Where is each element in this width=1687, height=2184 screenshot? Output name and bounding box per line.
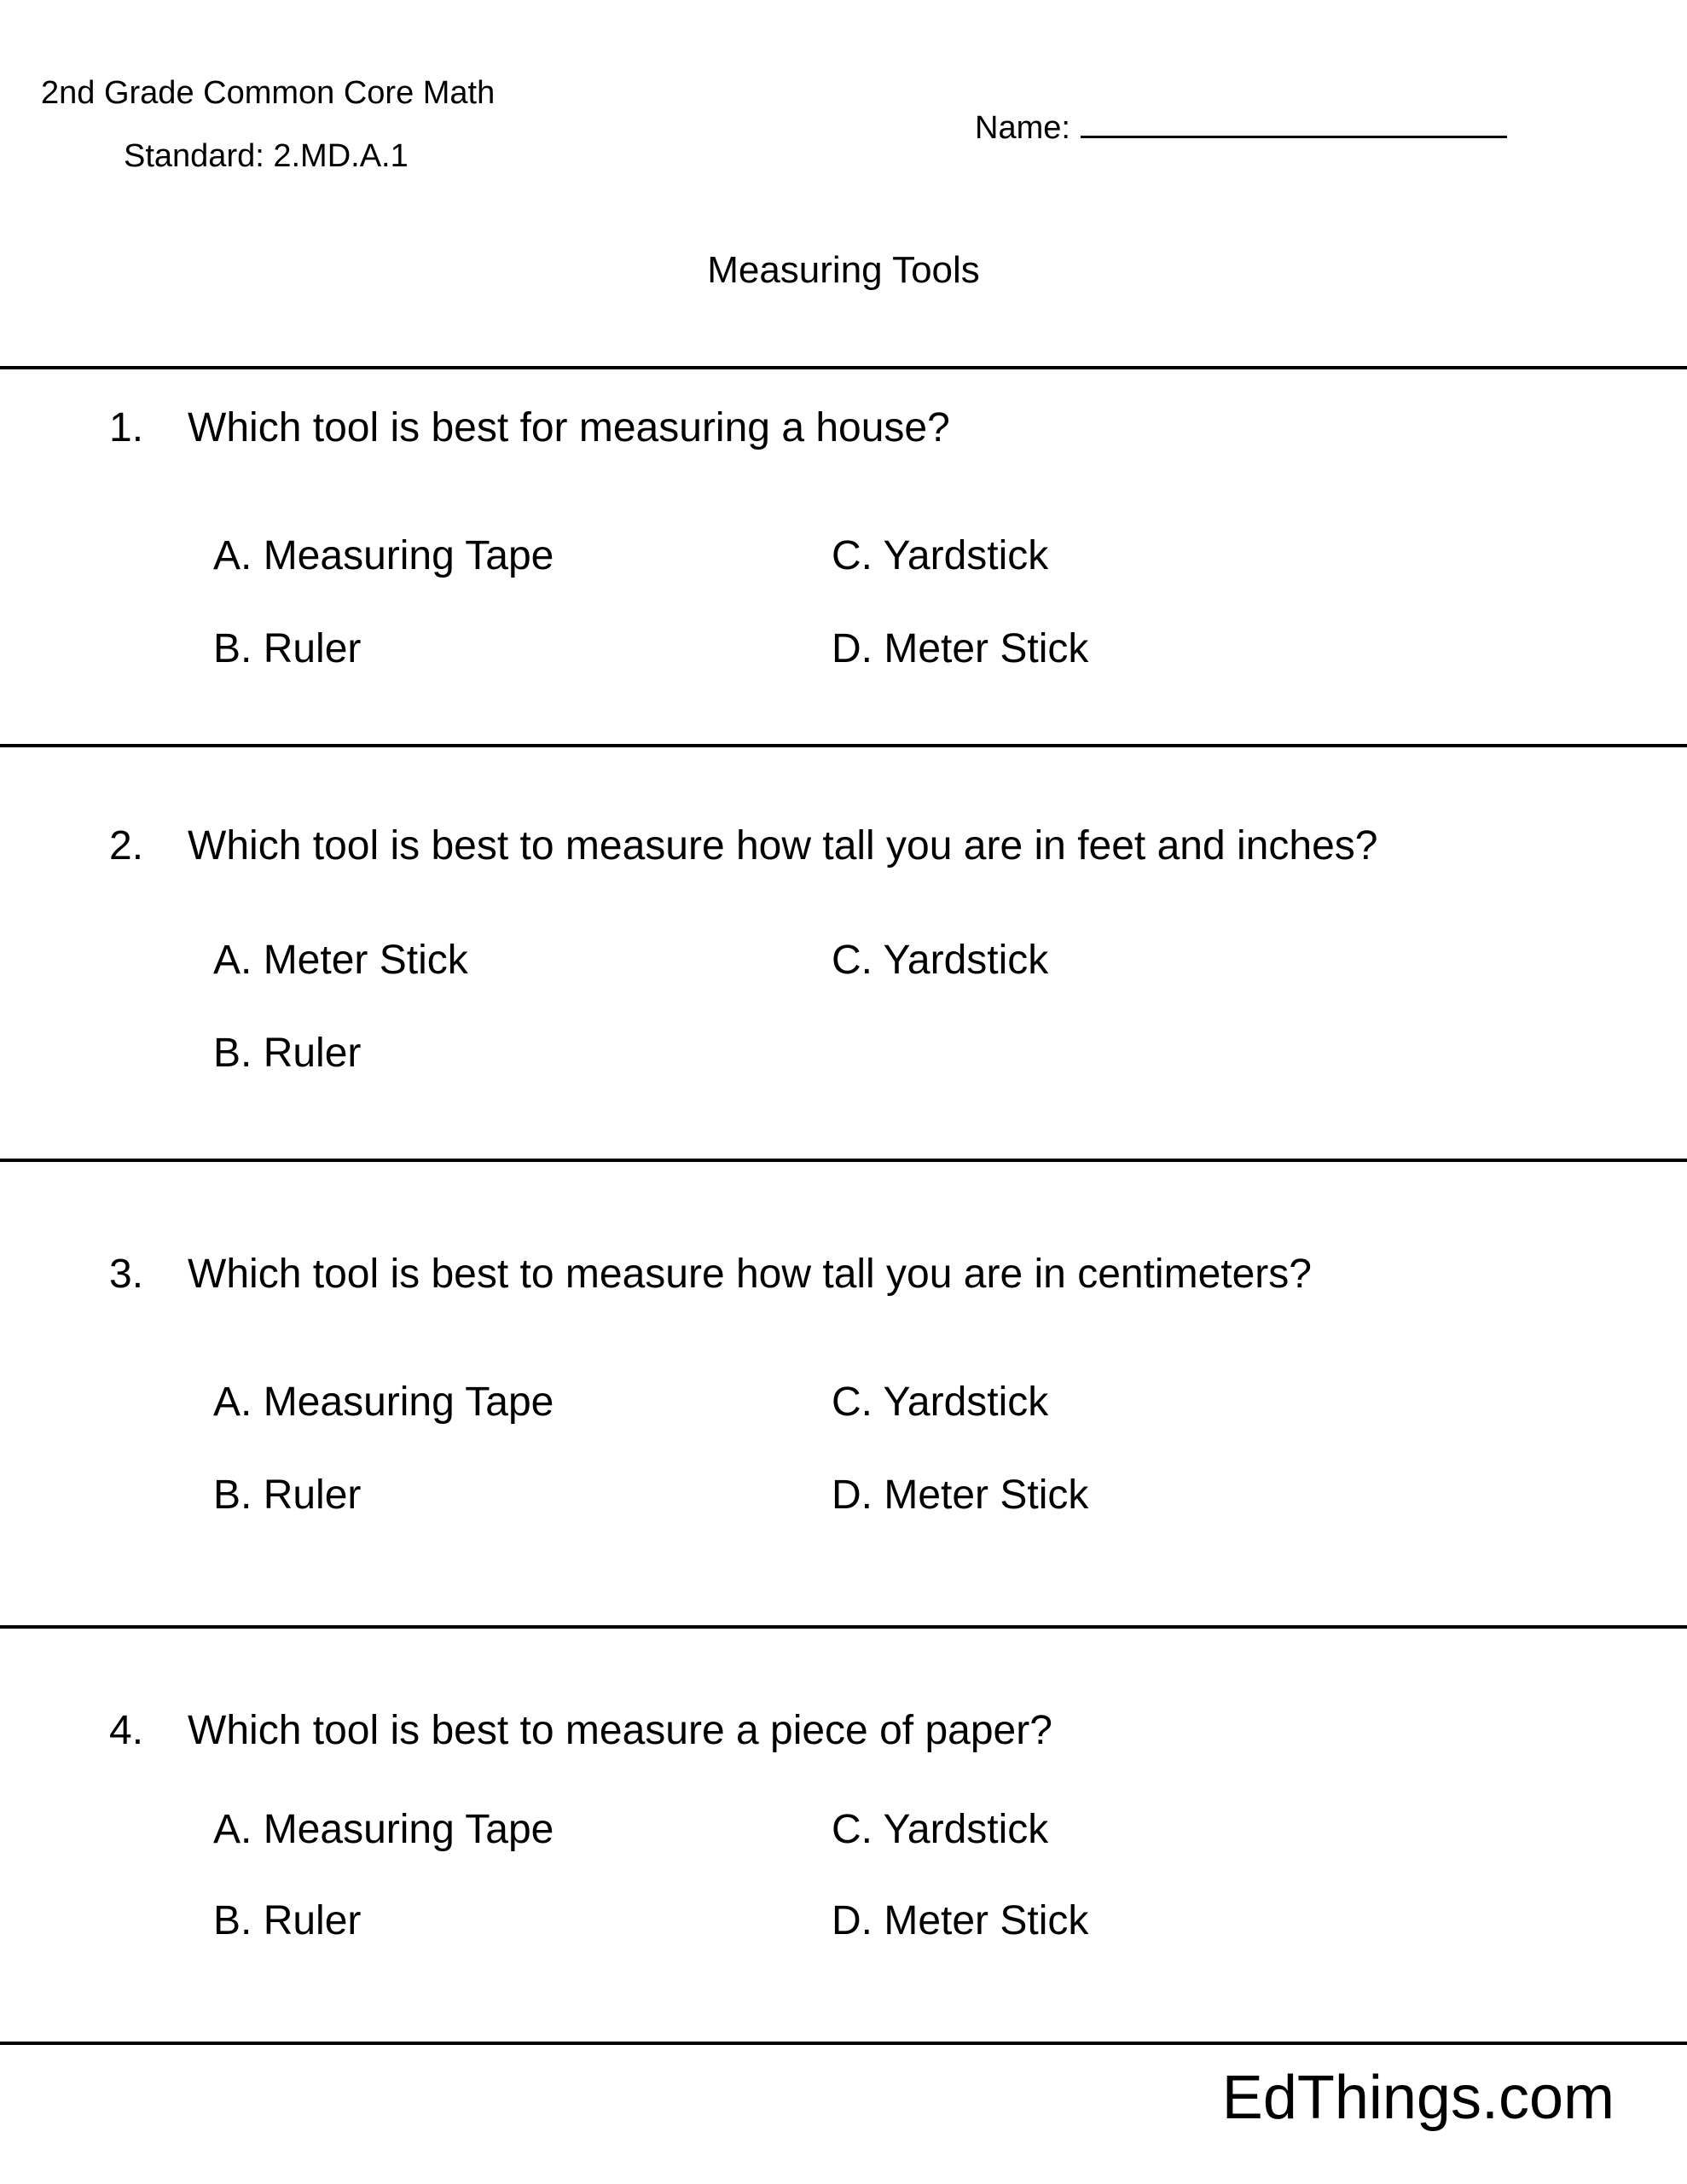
options-grid [213, 531, 1687, 674]
question-text: Which tool is best to measure a piece of paper? [188, 1708, 1052, 1753]
divider [0, 1159, 1687, 1162]
question-line [0, 1706, 1687, 1756]
divider [0, 744, 1687, 747]
question-text: Which tool is best to measure how tall you are in feet and inches? [188, 823, 1378, 868]
header-standard: Standard: 2.MD.A.1 [124, 138, 409, 174]
option-c: C. Yardstick [832, 1806, 1049, 1852]
divider [0, 366, 1687, 369]
question-2 [0, 822, 1687, 1078]
question-3 [0, 1250, 1687, 1520]
option-a: A. Measuring Tape [213, 1379, 554, 1425]
name-row [975, 107, 1507, 147]
question-4 [0, 1706, 1687, 1946]
question-text: Which tool is best for measuring a house? [188, 405, 950, 450]
option-a: A. Meter Stick [213, 937, 468, 983]
question-number: 2. [109, 823, 144, 868]
divider [0, 1625, 1687, 1629]
option-a: A. Measuring Tape [213, 1806, 554, 1852]
options-grid [213, 1378, 1687, 1520]
option-d: D. Meter Stick [832, 1472, 1089, 1519]
name-label: Name: [975, 110, 1070, 146]
option-b: B. Ruler [213, 1472, 362, 1519]
option-c: C. Yardstick [832, 1379, 1049, 1425]
question-line [0, 404, 1687, 453]
question-number: 1. [109, 405, 144, 450]
question-number: 3. [109, 1252, 144, 1297]
header-course: 2nd Grade Common Core Math [41, 75, 496, 111]
question-1 [0, 404, 1687, 674]
option-c: C. Yardstick [832, 937, 1049, 983]
question-line [0, 822, 1687, 871]
option-c: C. Yardstick [832, 532, 1049, 578]
question-text: Which tool is best to measure how tall you are in centimeters? [188, 1252, 1312, 1297]
option-d: D. Meter Stick [832, 626, 1089, 672]
question-number: 4. [109, 1708, 144, 1753]
option-b: B. Ruler [213, 1031, 362, 1077]
option-b: B. Ruler [213, 1898, 362, 1944]
divider [0, 2042, 1687, 2045]
options-grid [213, 1805, 1687, 1946]
option-a: A. Measuring Tape [213, 532, 554, 578]
question-line [0, 1250, 1687, 1299]
footer-brand: EdThings.com [1221, 2064, 1615, 2132]
option-d: D. Meter Stick [832, 1898, 1089, 1944]
name-blank-line [1081, 107, 1507, 138]
option-b: B. Ruler [213, 626, 362, 672]
worksheet-title: Measuring Tools [707, 249, 980, 291]
options-grid [213, 936, 1687, 1078]
